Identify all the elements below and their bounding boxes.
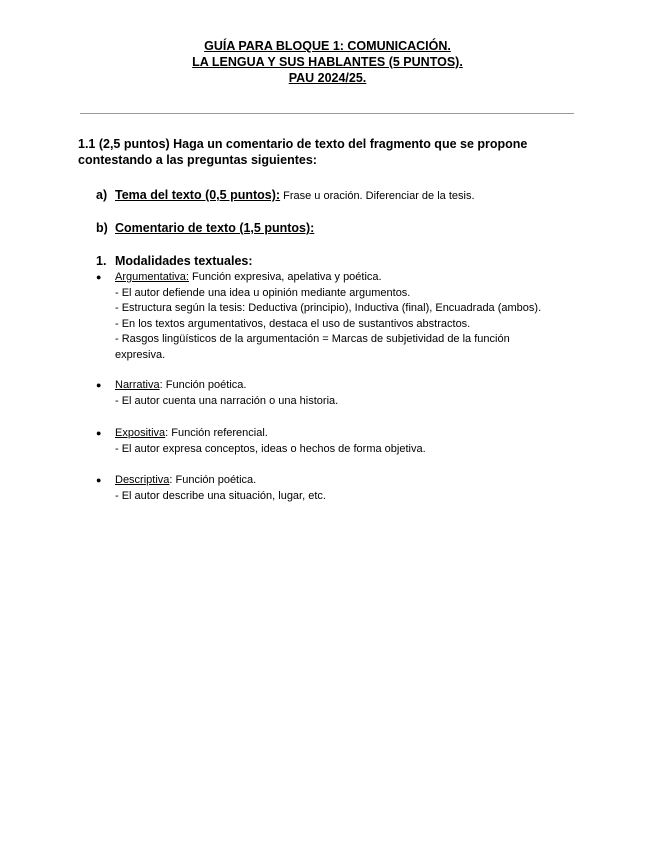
modality-desc: Función expresiva, apelativa y poética. [188,271,382,283]
modality-name: Expositiva [115,427,166,439]
section-a-text: Frase u oración. Diferenciar de la tesis. [280,190,475,202]
section-a [96,187,475,204]
bullet-icon: ● [96,428,102,438]
modality-line: expresiva. [115,348,166,361]
modality-line: - El autor defiende una idea u opinión mediante argumentos. [115,286,411,299]
modality-item-expositiva [96,426,576,457]
modality-item-argumentativa [96,270,576,363]
section-1-heading: Modalidades textuales: [115,254,253,268]
section-b-marker: b) [96,221,108,235]
modality-name: Narrativa [115,379,160,391]
modality-line: - Estructura según la tesis: Deductiva (principio), Inductiva (final), Encuadrada (ambos). [115,302,542,314]
modality-desc: : Función poética. [159,379,247,391]
bullet-icon: ● [96,475,102,485]
horizontal-divider [80,113,574,114]
modality-line: - El autor describe una situación, lugar, etc. [115,489,326,502]
modality-name: Descriptiva [115,474,170,486]
bullet-icon: ● [96,272,102,282]
bullet-icon: ● [96,380,102,390]
modality-name: Argumentativa: [115,271,189,283]
document-title [0,38,655,86]
modality-line: - El autor cuenta una narración o una historia. [115,394,339,407]
section-a-marker: a) [96,188,108,202]
modality-line: - El autor expresa conceptos, ideas o hechos de forma objetiva. [115,442,426,455]
section-1-marker: 1. [96,254,107,268]
modality-line: - En los textos argumentativos, destaca el uso de sustantivos abstractos. [115,317,471,330]
title-line-3: PAU 2024/25. [288,71,367,85]
modality-desc: : Función poética. [169,474,257,486]
modality-line: - Rasgos lingüísticos de la argumentación = Marcas de subjetividad de la función [115,333,510,345]
title-line-1: GUÍA PARA BLOQUE 1: COMUNICACIÓN. [204,39,451,53]
section-a-heading: Tema del texto (0,5 puntos): [115,188,281,202]
section-b-heading: Comentario de texto (1,5 puntos): [115,221,315,235]
question-heading: 1.1 (2,5 puntos) Haga un comentario de texto del fragmento que se propone contestando a las preguntas siguientes: [78,137,528,167]
section-b [96,220,314,236]
modality-desc: : Función referencial. [165,427,268,439]
modality-item-descriptiva [96,473,576,504]
title-line-2: LA LENGUA Y SUS HABLANTES (5 PUNTOS). [192,55,463,69]
modality-item-narrativa [96,378,576,409]
section-1 [96,253,253,269]
